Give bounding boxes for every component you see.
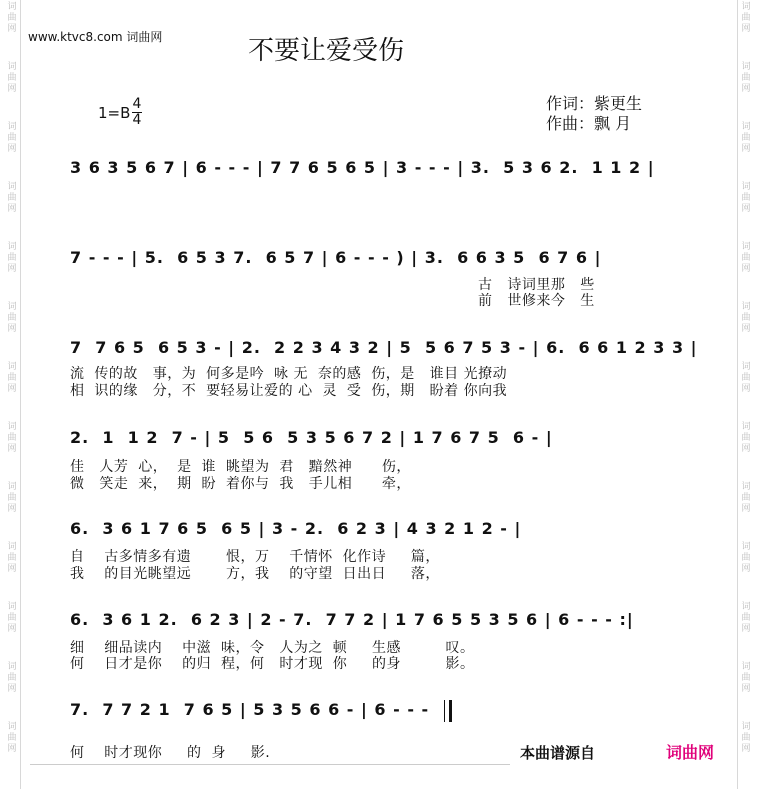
edge-watermark: 词 曲 网 [7,482,17,514]
notation-line-2: 7 - - - | 5. 6 5 3 7. 6 5 7 | 6 - - - ) | 3. 6 6 3 5 6 7 6 | [70,248,602,267]
edge-watermark: 词 曲 网 [7,122,17,154]
edge-watermark: 词 曲 网 [7,662,17,694]
edge-watermark: 词 曲 网 [7,542,17,574]
edge-watermark: 词 曲 网 [7,422,17,454]
lyricist-credit: 作词：紫更生 [546,94,643,113]
edge-watermark: 词 曲 网 [741,2,751,34]
key-signature: 1=B [98,104,131,122]
edge-watermark: 词 曲 网 [741,62,751,94]
edge-watermark: 词 曲 网 [741,302,751,334]
notation-line-6: 6. 3 6 1 2. 6 2 3 | 2 - 7. 7 7 2 | 1 7 6 5 5 3 5 6 | 6 - - - :| [70,610,634,629]
edge-watermark: 词 曲 网 [741,242,751,274]
edge-watermark: 词 曲 网 [7,302,17,334]
edge-watermark: 词 曲 网 [7,242,17,274]
time-signature [132,97,142,128]
edge-watermark: 词 曲 网 [741,122,751,154]
lyric-line-4-verse-1: 佳 人芳 心， 是 谁 眺望为 君 黯然神 伤， [70,459,411,475]
notation-line-3: 7 7 6 5 6 5 3 - | 2. 2 2 3 4 3 2 | 5 5 6 7 5 3 - | 6. 6 6 1 2 3 3 | [70,338,698,357]
footer-rule [30,764,510,765]
edge-watermark: 词 曲 网 [741,602,751,634]
lyric-line-2-verse-1: 古 诗词里那 些 [478,277,595,293]
edge-watermark: 词 曲 网 [7,722,17,754]
source-label: 本曲谱源自 [520,744,596,762]
lyric-line-5-verse-1: 自 古多情多有遗 恨，万 千情怀 化作诗 篇， [70,549,440,565]
song-title: 不要让爱受伤 [248,36,405,66]
edge-watermark: 词 曲 网 [741,722,751,754]
edge-watermark: 词 曲 网 [741,482,751,514]
final-barline [444,700,452,722]
lyric-line-6-verse-2: 何 日才是你 的归 程，何 时才现 你 的身 影。 [70,656,475,672]
edge-watermark: 词 曲 网 [741,542,751,574]
edge-watermark: 词 曲 网 [7,2,17,34]
edge-watermark: 词 曲 网 [7,62,17,94]
notation-line-7: 7. 7 7 2 1 7 6 5 | 5 3 5 6 6 - | 6 - - - [70,700,430,719]
lyric-line-6-verse-1: 细 细品读内 中滋 味，令 人为之 顿 生感 叹。 [70,640,475,656]
brand-link[interactable]: 词曲网 [666,743,715,762]
edge-watermark: 词 曲 网 [741,422,751,454]
edge-watermark: 词 曲 网 [741,362,751,394]
notation-line-4: 2. 1 1 2 7 - | 5 5 6 5 3 5 6 7 2 | 1 7 6 7 5 6 - | [70,428,553,447]
time-signature-top: 4 [132,96,142,112]
lyric-line-7: 何 时才现你 的 身 影. [70,745,271,761]
edge-watermark: 词 曲 网 [741,182,751,214]
lyric-line-2-verse-2: 前 世修来今 生 [478,293,595,309]
lyric-line-3-verse-1: 流 传的故 事，为 何多是吟 咏 无 奈的感 伤，是 谁目 光撩动 [70,366,508,382]
edge-watermark: 词 曲 网 [7,602,17,634]
notation-line-5: 6. 3 6 1 7 6 5 6 5 | 3 - 2. 6 2 3 | 4 3 2 1 2 - | [70,519,522,538]
site-url[interactable]: www.ktvc8.com 词曲网 [28,30,163,44]
edge-watermark: 词 曲 网 [7,362,17,394]
edge-watermark: 词 曲 网 [741,662,751,694]
composer-credit: 作曲：飘 月 [546,114,632,133]
lyric-line-5-verse-2: 我 的目光眺望远 方，我 的守望 日出日 落， [70,566,440,582]
lyric-line-4-verse-2: 微 笑走 来， 期 盼 着你与 我 手儿相 牵， [70,476,411,492]
notation-line-1: 3 6 3 5 6 7 | 6 - - - | 7 7 6 5 6 5 | 3 - - - | 3. 5 3 6 2. 1 1 2 | [70,158,655,177]
lyric-line-3-verse-2: 相 识的缘 分，不 要轻易让爱的 心 灵 受 伤，期 盼着 你向我 [70,383,508,399]
time-signature-bottom: 4 [132,112,142,128]
edge-watermark: 词 曲 网 [7,182,17,214]
